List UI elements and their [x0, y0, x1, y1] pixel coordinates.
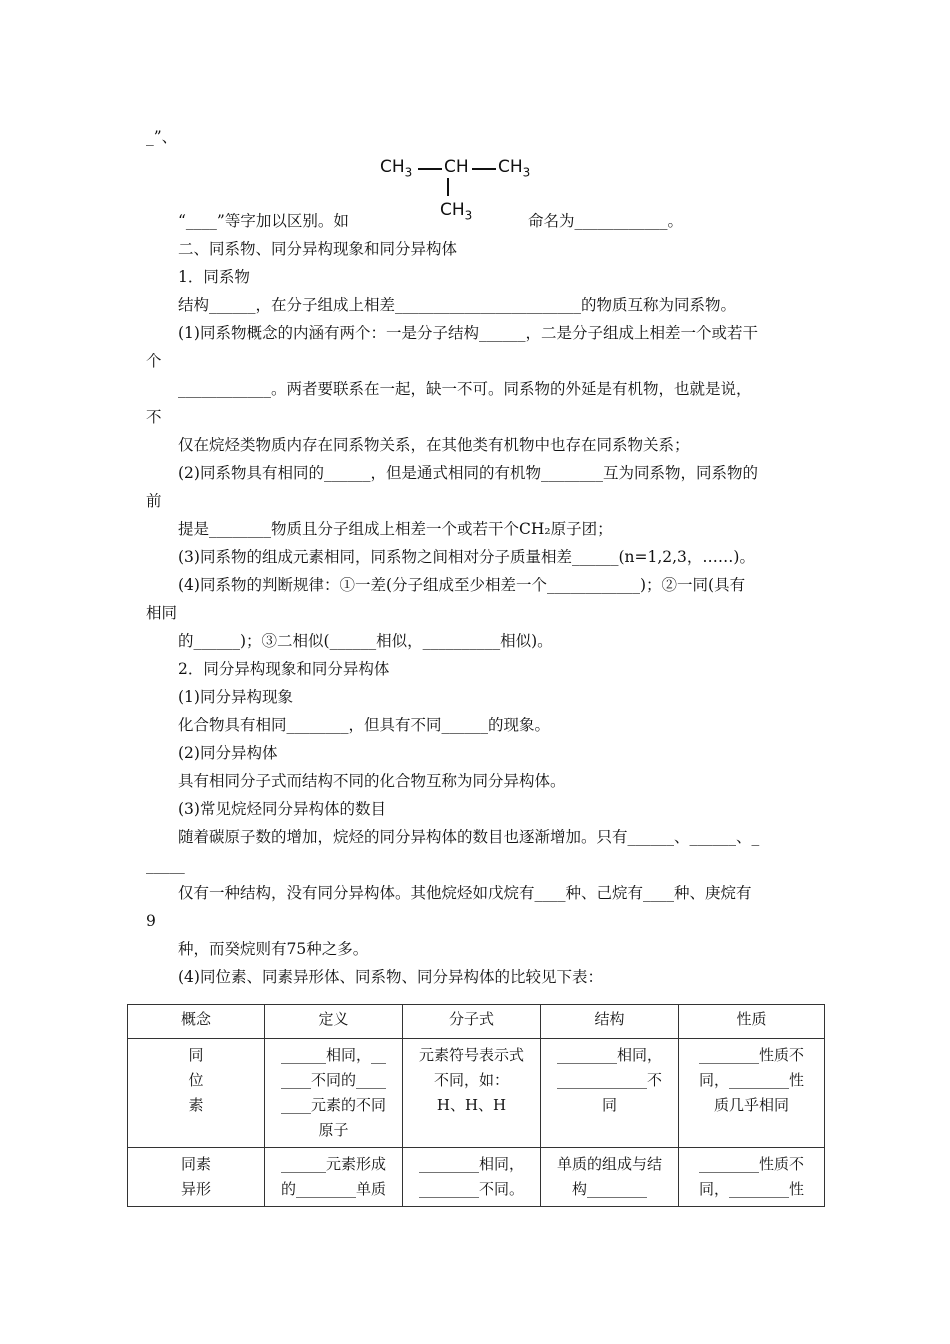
isomer-count-line-a: 随着碳原子数的增加，烷烃的同分异构体的数目也逐渐增加。只有______、______、_: [178, 828, 760, 846]
point-2-line-b: 前: [146, 492, 162, 510]
cell-properties: ________性质不 同，________性 质几乎相同: [679, 1039, 825, 1148]
point-1-line-e: 仅在烷烃类物质内存在同系物关系，在其他类有机物中也存在同系物关系；: [178, 436, 690, 454]
formula-ch3-bottom: $CH_3$: [440, 200, 473, 223]
cell-definition: ______相同，__ ____不同的____ ____元素的不同 原子: [265, 1039, 403, 1148]
comparison-table: [127, 1004, 825, 1207]
structural-formula: [378, 152, 538, 222]
table-row: [128, 1148, 825, 1207]
cell-definition: ______元素形成 的________单质: [265, 1148, 403, 1207]
point-4-line-b: 相同: [146, 604, 178, 622]
point-3-line: (3)同系物的组成元素相同，同系物之间相对分子质量相差______(n=1,2,3，……)。: [178, 548, 755, 566]
isomer-count-line-c: 仅有一种结构，没有同分异构体。其他烷烃如戊烷有____种、己烷有____种、庚烷有: [178, 884, 752, 902]
point-4-line-c: 的______)；③二相似(______相似，__________相似)。: [178, 632, 553, 650]
cell-structure: 单质的组成与结 构________: [541, 1148, 679, 1207]
isomer-count-line-b: _____: [146, 856, 185, 874]
header-concept: 概念: [128, 1005, 265, 1039]
point-4-line-a: (4)同系物的判断规律：①一差(分子组成至少相差一个____________)；②一同(具有: [178, 576, 746, 594]
cell-properties: ________性质不 同，________性: [679, 1148, 825, 1207]
isomerism-definition: 化合物具有相同________，但具有不同______的现象。: [178, 716, 551, 734]
header-definition: 定义: [265, 1005, 403, 1039]
comparison-intro: (4)同位素、同素异形体、同系物、同分异构体的比较见下表：: [178, 968, 603, 986]
formula-ch3-right: $CH_3$: [498, 157, 531, 180]
header-properties: 性质: [679, 1005, 825, 1039]
text-line-naming: 命名为____________。: [528, 212, 684, 230]
formula-ch3-left: $CH_3$: [380, 157, 413, 180]
cell-formula: 元素符号表示式 不同，如： H、H、H: [403, 1039, 541, 1148]
cell-formula: ________相同， ________不同。: [403, 1148, 541, 1207]
table-row: [128, 1039, 825, 1148]
section-2-title: 二、同系物、同分异构现象和同分异构体: [178, 240, 458, 258]
point-1-line-c: ____________。两者要联系在一起，缺一不可。同系物的外延是有机物，也就是说，: [178, 380, 752, 398]
header-formula: 分子式: [403, 1005, 541, 1039]
isomer-count-line-e: 种，而癸烷则有75种之多。: [178, 940, 369, 958]
isomerism-heading: (1)同分异构现象: [178, 688, 293, 706]
homolog-definition: 结构______，在分子组成上相差________________________的物质互称为同系物。: [178, 296, 737, 314]
cell-concept: 同素 异形: [128, 1148, 265, 1207]
isomer-count-heading: (3)常见烷烃同分异构体的数目: [178, 800, 386, 818]
cell-concept: 同 位 素: [128, 1039, 265, 1148]
table-header-row: [128, 1005, 825, 1039]
formula-ch-mid: CH: [444, 157, 469, 177]
subsection-1-title: 1．同系物: [178, 268, 250, 286]
formula-bond-right: [472, 168, 496, 170]
point-2-line-c: 提是________物质且分子组成上相差一个或若干个CH₂原子团；: [178, 520, 613, 538]
point-2-line-a: (2)同系物具有相同的______，但是通式相同的有机物________互为同系物，同系物的: [178, 464, 758, 482]
point-1-line-d: 不: [146, 408, 162, 426]
point-1-line-b: 个: [146, 352, 162, 370]
isomer-heading: (2)同分异构体: [178, 744, 278, 762]
isomer-count-line-d: 9: [146, 912, 156, 930]
formula-bond-left: [418, 168, 442, 170]
header-structure: 结构: [541, 1005, 679, 1039]
point-1-line-a: (1)同系物概念的内涵有两个：一是分子结构______，二是分子组成上相差一个或若干: [178, 324, 758, 342]
cell-structure: ________相同， ____________不 同: [541, 1039, 679, 1148]
text-line-top: _”、: [146, 128, 178, 146]
text-line-quote: “____”等字加以区别。如: [178, 212, 349, 230]
subsection-2-title: 2．同分异构现象和同分异构体: [178, 660, 390, 678]
formula-bond-down: [447, 178, 449, 196]
isomer-definition: 具有相同分子式而结构不同的化合物互称为同分异构体。: [178, 772, 566, 790]
